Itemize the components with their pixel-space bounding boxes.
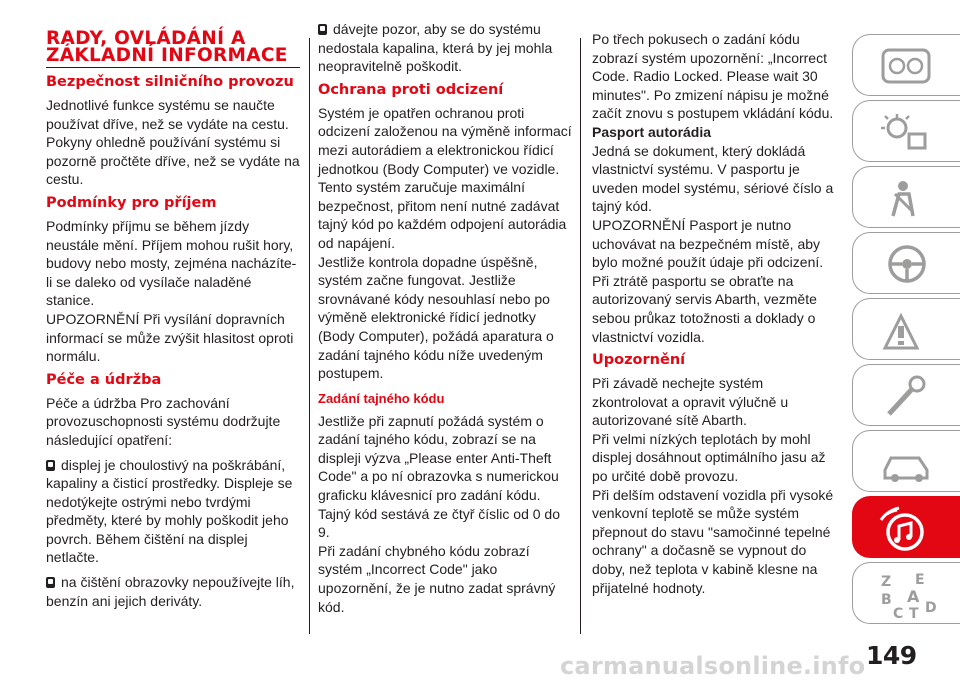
column-2: [318, 20, 574, 616]
column-divider: [309, 38, 310, 634]
specs-car-icon: [879, 440, 935, 484]
page-number: 149: [866, 641, 917, 670]
tab-starting-driving[interactable]: [852, 232, 960, 294]
tab-specifications[interactable]: [852, 430, 960, 492]
svg-text:C: C: [893, 606, 904, 622]
paragraph: Podmínky příjmu se během jízdy neustále mění. Příjem mohou rušit hory, budovy nebo mosty, zejména nacházíte-li se daleko od vysílače naladěné stanice.: [46, 217, 297, 309]
tab-index[interactable]: [852, 562, 960, 624]
tab-lights[interactable]: [852, 100, 960, 162]
paragraph: Systém je opatřen ochranou proti odcizení založenou na výměně informací mezi autorádiem a elektronickou řídicí jednotkou (Body Computer) ve vozidle.: [318, 104, 572, 177]
svg-text:B: B: [881, 592, 892, 608]
tab-warnings[interactable]: [852, 298, 960, 360]
lights-icon: [879, 110, 935, 154]
section-heading-reception: Podmínky pro příjem: [46, 194, 217, 211]
paragraph: Po třech pokusech o zadání kódu zobrazí systém upozornění: „Incorrect Code. Radio Locked. Please wait 30 minutes". Po zmizení nápisu je možné začít znovu s postupem vkládání kódu.: [592, 31, 834, 122]
section-heading-care: Péče a údržba: [46, 371, 162, 388]
bullet-icon: [46, 577, 55, 588]
paragraph: Při závadě nechejte systém zkontrolovat a opravit výlučně u autorizované sítě Abarth.: [592, 375, 789, 429]
paragraph: Při velmi nízkých teplotách by mohl displej dosáhnout optimálního jasu až po určité době provozu.: [592, 430, 826, 485]
section-heading-road-safety: Bezpečnost silničního provozu: [46, 74, 294, 90]
tools-icon: [879, 374, 935, 418]
tab-dashboard[interactable]: [852, 34, 960, 96]
chapter-tabs: [852, 34, 960, 624]
chapter-title: RADY, OVLÁDÁNÍ A ZÁKLADNÍ INFORMACE: [46, 30, 300, 68]
warning-triangle-icon: [879, 308, 935, 352]
paragraph: UPOZORNĚNÍ Pasport je nutno uchovávat na bezpečném místě, aby bylo možné použít údaje při odcizení. Při ztrátě pasportu se obraťte na autorizovaný servis Abarth, vezměte sebou průkaz totožnosti a doklady o vlastnictví vozidla.: [592, 216, 824, 345]
airbag-seatbelt-icon: [879, 176, 935, 220]
svg-text:E: E: [915, 572, 925, 588]
paragraph: Péče a údržba Pro zachování provozuschopnosti systému dodržujte následující opatření:: [46, 394, 281, 448]
subsection-heading-code-entry: Zadání tajného kódu: [318, 390, 445, 406]
paragraph: Jedná se dokument, který dokládá vlastnictví systému. V pasportu je uveden model systému, sériové číslo a tajný kód.: [592, 142, 834, 215]
list-item: displej je choulostivý na poškrábání, kapaliny a čisticí prostředky. Displeje se nedotýkejte ostrými nebo tvrdými předměty, které by mohly poškodit jeho povrch. Během čištění na displej netlačte.: [46, 456, 293, 566]
paragraph: Jestliže při zapnutí požádá systém o zadání tajného kódu, zobrazí se na displeji výzva „Please enter Anti-Theft Code" a po ní obrazovka s numerickou graficku klávesnicí pro zadání kódu. Tajný kód sestává ze čtyř číslic od 0 do 9.: [318, 412, 560, 541]
passport-heading: Pasport autorádia: [592, 123, 712, 140]
svg-text:D: D: [925, 600, 937, 616]
list-item: dávejte pozor, aby se do systému nedostala kapalina, která by jej mohla neopravitelně poškodit.: [318, 21, 553, 75]
tab-multimedia[interactable]: [852, 496, 960, 558]
svg-text:T: T: [909, 606, 919, 622]
tab-emergency[interactable]: [852, 364, 960, 426]
bullet-icon: [318, 24, 327, 35]
column-3: [592, 30, 842, 597]
column-divider: [580, 38, 581, 634]
svg-text:Z: Z: [881, 574, 892, 590]
steering-wheel-icon: [879, 242, 935, 286]
paragraph: Při delším odstavení vozidla při vysoké venkovní teplotě se může systém přepnout do stavu "samočinné tepelné ochrany" a dočasně se vypnout do doby, než teplota v kabině klesne na přijatelné hodnoty.: [592, 486, 834, 596]
dashboard-icon: [879, 44, 935, 88]
section-heading-warnings: Upozornění: [592, 352, 686, 369]
tab-safety[interactable]: [852, 166, 960, 228]
section-heading-anti-theft: Ochrana proti odcizení: [318, 81, 504, 98]
column-1: [46, 30, 300, 610]
watermark: carmanualsonline.info: [560, 652, 866, 680]
multimedia-icon: [879, 506, 935, 554]
paragraph: Tento systém zaručuje maximální bezpečnost, přitom není nutné zadávat tajný kód po každém odpojení autorádia od napájení.: [318, 179, 567, 251]
svg-text:A: A: [907, 587, 920, 606]
paragraph: Jednotlivé funkce systému se naučte používat dříve, než se vydáte na cestu. Pokyny ohledně používání systému si pozorně pročtěte dříve, než se vydáte na cestu.: [46, 97, 300, 188]
bullet-icon: [46, 460, 55, 471]
paragraph: Jestliže kontrola dopadne úspěšně, systém začne fungovat. Jestliže srovnávané kódy nesouhlasí nebo po výměně elektronické řídicí jednotky (Body Computer), požádá aparatura o zadání tajného kódu níže uvedeným postupem.: [318, 253, 554, 382]
list-item: na čištění obrazovky nepoužívejte líh, benzín ani jejich deriváty.: [46, 574, 295, 609]
paragraph: Při zadání chybného kódu zobrazí systém „Incorrect Code" jako upozornění, že je nutno zadat správný kód.: [318, 542, 556, 615]
paragraph: UPOZORNĚNÍ Při vysílání dopravních informací se může zvýšit hlasitost oproti normálu.: [46, 310, 294, 365]
index-letters-icon: [879, 572, 939, 622]
